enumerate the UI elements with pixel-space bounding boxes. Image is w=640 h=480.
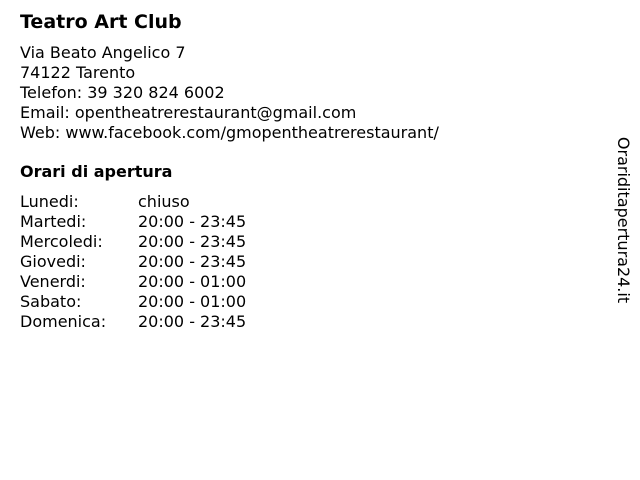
hours-day: Sabato:: [20, 292, 82, 311]
hours-time: 20:00 - 23:45: [138, 212, 247, 231]
site-brand-vertical: Orariditapertura24.it: [614, 136, 633, 304]
hours-row-domenica: [20, 312, 600, 332]
hours-row-giovedi: [20, 252, 600, 272]
hours-time: chiuso: [138, 192, 190, 211]
hours-table: [20, 192, 600, 332]
hours-day: Mercoledi:: [20, 232, 103, 251]
hours-day: Domenica:: [20, 312, 107, 331]
hours-time: 20:00 - 23:45: [138, 232, 247, 251]
hours-heading: Orari di apertura: [20, 162, 173, 181]
hours-time: 20:00 - 01:00: [138, 272, 247, 291]
hours-row-martedi: [20, 212, 600, 232]
address-street: Via Beato Angelico 7: [20, 43, 186, 62]
hours-time: 20:00 - 01:00: [138, 292, 247, 311]
hours-day: Giovedi:: [20, 252, 86, 271]
hours-row-sabato: [20, 292, 600, 312]
phone-line: Telefon: 39 320 824 6002: [20, 83, 225, 102]
hours-time: 20:00 - 23:45: [138, 252, 247, 271]
hours-row-lunedi: [20, 192, 600, 212]
address-city: 74122 Tarento: [20, 63, 136, 82]
business-card: [20, 10, 600, 332]
hours-time: 20:00 - 23:45: [138, 312, 247, 331]
web-line: Web: www.facebook.com/gmopentheatrerestaurant/: [20, 123, 439, 142]
hours-row-mercoledi: [20, 232, 600, 252]
hours-day: Lunedi:: [20, 192, 79, 211]
business-name: Teatro Art Club: [20, 11, 182, 33]
email-line: Email: opentheatrerestaurant@gmail.com: [20, 103, 357, 122]
hours-day: Martedi:: [20, 212, 87, 231]
hours-row-venerdi: [20, 272, 600, 292]
hours-day: Venerdi:: [20, 272, 86, 291]
